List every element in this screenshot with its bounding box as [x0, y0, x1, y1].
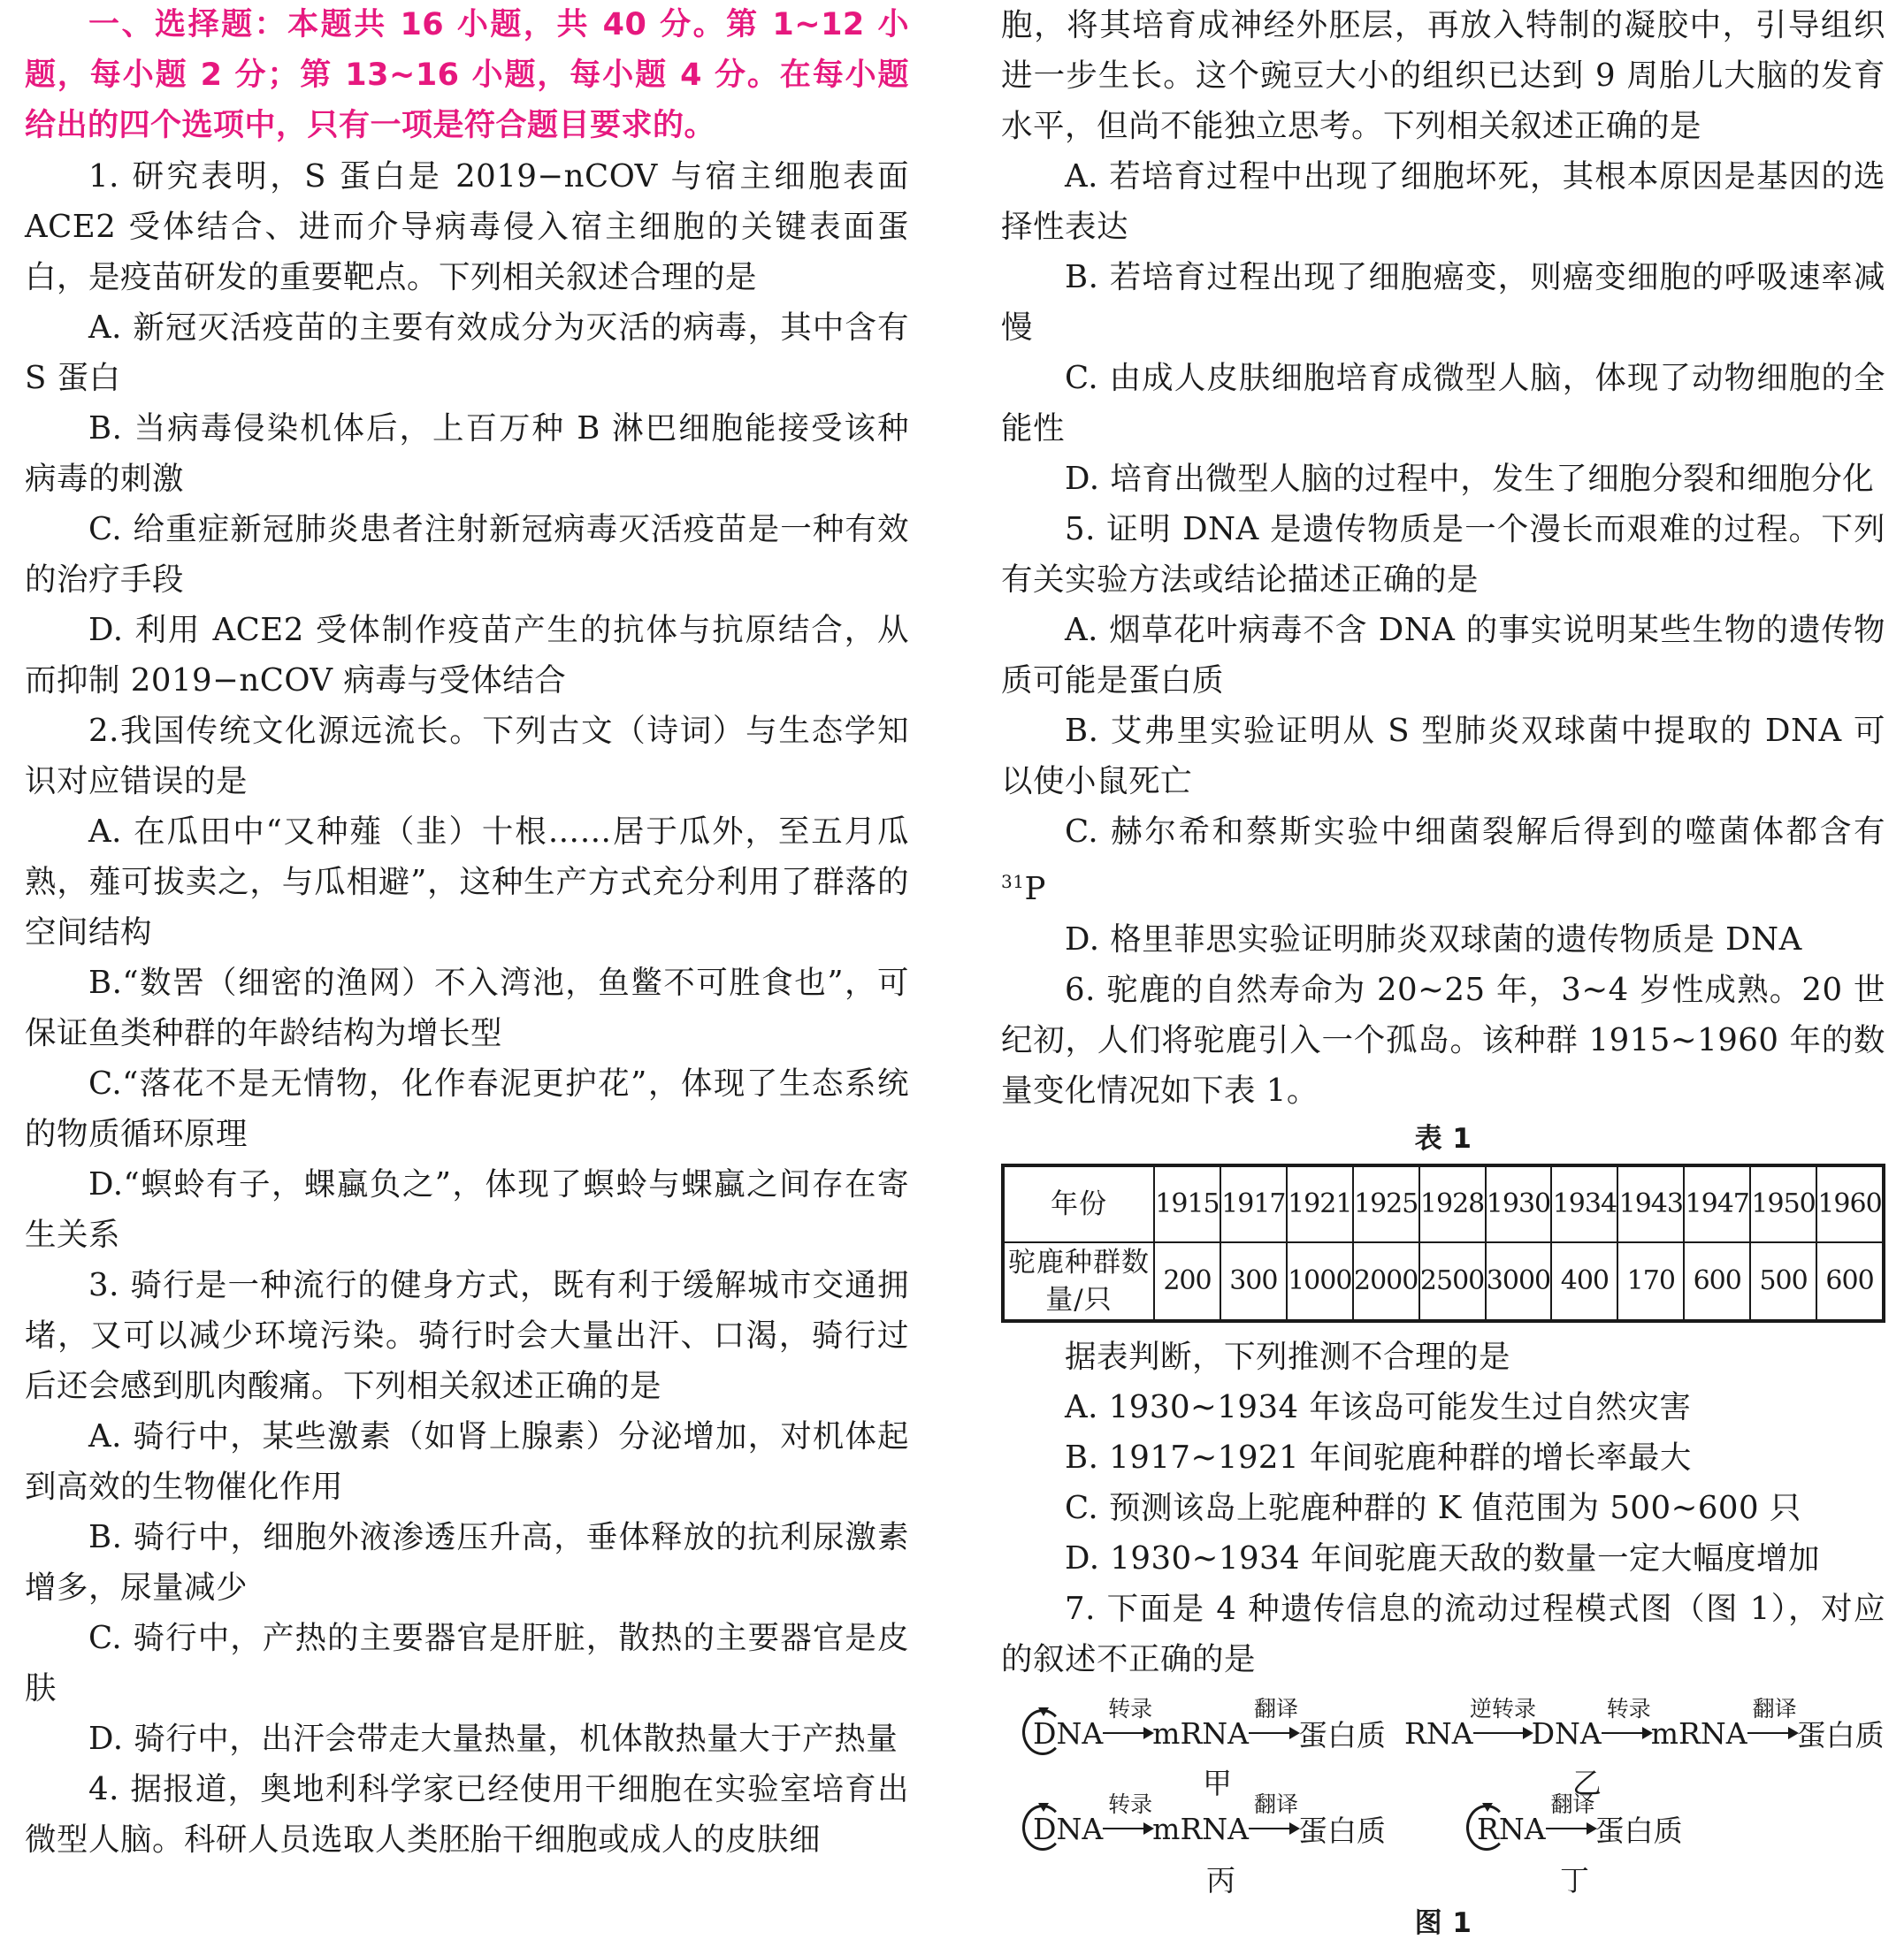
- isotope-superscript: 31: [1001, 871, 1025, 892]
- q2-option-c: C.“落花不是无情物，化作春泥更护花”，体现了生态系统的物质循环原理: [25, 1065, 909, 1152]
- q5-option-c: [1001, 806, 1885, 914]
- q2-option-a: A. 在瓜田中“又种薤（韭）十根……居于瓜外，至五月瓜熟，薤可拔卖之，与瓜相避”，这种生产方式充分利用了群落的空间结构: [25, 813, 909, 951]
- q6-stem: 6. 驼鹿的自然寿命为 20~25 年，3~4 岁性成熟。20 世纪初，人们将驼鹿引入一个孤岛。该种群 1915~1960 年的数量变化情况如下表 1。: [1001, 971, 1885, 1109]
- arrow-label: 翻译: [1254, 1791, 1299, 1818]
- table-caption: 表 1: [1414, 1122, 1472, 1155]
- isotope-symbol: P: [1024, 870, 1046, 907]
- flow-node: RNA: [1404, 1715, 1473, 1751]
- figure-caption: 图 1: [1414, 1906, 1472, 1939]
- table-cell-year: 1915: [1154, 1165, 1220, 1242]
- table-cell-count: 170: [1617, 1242, 1684, 1321]
- arrow-icon: [1470, 1696, 1537, 1748]
- flow-yi: [1404, 1696, 1885, 1754]
- flow-node: 蛋白质: [1298, 1813, 1387, 1848]
- flow-node: DNA: [1033, 1811, 1104, 1846]
- arrow-icon: [1249, 1791, 1299, 1844]
- table-cell-year: 1925: [1353, 1165, 1419, 1242]
- q6-option-a: A. 1930~1934 年该岛可能发生过自然灾害: [1065, 1388, 1692, 1425]
- q3-option-d: D. 骑行中，出汗会带走大量热量，机体散热量大于产热量: [88, 1721, 898, 1757]
- q5-stem: 5. 证明 DNA 是遗传物质是一个漫长而艰难的过程。下列有关实验方法或结论描述正确的是: [1001, 511, 1885, 598]
- q7-stem: 7. 下面是 4 种遗传信息的流动过程模式图（图 1），对应的叙述不正确的是: [1001, 1590, 1885, 1677]
- arrow-icon: [1546, 1791, 1595, 1844]
- table-cell-count: 500: [1750, 1242, 1816, 1321]
- arrow-label: 逆转录: [1470, 1696, 1537, 1722]
- q5-option-d: D. 格里菲思实验证明肺炎双球菌的遗传物质是 DNA: [1065, 920, 1802, 958]
- arrow-label: 转录: [1606, 1696, 1651, 1722]
- q4-option-c: C. 由成人皮肤细胞培育成微型人脑，体现了动物细胞的全能性: [1001, 360, 1885, 447]
- q1-option-a: A. 新冠灭活疫苗的主要有效成分为灭活的病毒，其中含有 S 蛋白: [25, 309, 909, 396]
- arrow-label: 翻译: [1550, 1791, 1595, 1818]
- arrow-label: 翻译: [1752, 1696, 1797, 1722]
- flow-node: 蛋白质: [1796, 1717, 1885, 1753]
- flow-node: mRNA: [1152, 1811, 1250, 1846]
- q4-option-b: B. 若培育过程出现了细胞癌变，则癌变细胞的呼吸速率减慢: [1001, 259, 1885, 346]
- table-cell-count: 300: [1220, 1242, 1287, 1321]
- q1-stem: 1. 研究表明，S 蛋白是 2019−nCOV 与宿主细胞表面 ACE2 受体结合、进而介导病毒侵入宿主细胞的关键表面蛋白，是疫苗研发的重要靶点。下列相关叙述合理的是: [25, 158, 909, 295]
- flow-ding: [1477, 1791, 1683, 1850]
- q6-option-b: B. 1917~1921 年间驼鹿种群的增长率最大: [1065, 1439, 1692, 1476]
- table-row-years: [1003, 1165, 1884, 1242]
- table-header-year: 年份: [1003, 1165, 1154, 1242]
- q6-after-table: 据表判断，下列推测不合理的是: [1065, 1338, 1511, 1375]
- right-column: [1001, 0, 1885, 1955]
- arrow-icon: [1103, 1696, 1153, 1748]
- flow-node: DNA: [1033, 1715, 1104, 1751]
- table-cell-year: 1917: [1220, 1165, 1287, 1242]
- q4-option-a: A. 若培育过程中出现了细胞坏死，其根本原因是基因的选择性表达: [1001, 158, 1885, 245]
- table-cell-count: 400: [1551, 1242, 1617, 1321]
- q2-option-d: D.“螟蛉有子，蜾蠃负之”，体现了螟蛉与蜾蠃之间存在寄生关系: [25, 1166, 909, 1253]
- table-cell-count: 600: [1816, 1242, 1884, 1321]
- table-header-count: 驼鹿种群数量/只: [1003, 1242, 1154, 1321]
- table-cell-year: 1930: [1486, 1165, 1552, 1242]
- flow-tag-bing: 丙: [1206, 1862, 1235, 1898]
- moose-population-table: [1001, 1164, 1885, 1323]
- table-row-counts: [1003, 1242, 1884, 1321]
- arrow-icon: [1747, 1696, 1797, 1748]
- table-cell-count: 2500: [1419, 1242, 1486, 1321]
- q5-option-b: B. 艾弗里实验证明从 S 型肺炎双球菌中提取的 DNA 可以使小鼠死亡: [1001, 713, 1885, 799]
- flow-tag-jia: 甲: [1203, 1765, 1232, 1800]
- q2-stem: 2.我国传统文化源远流长。下列古文（诗词）与生态学知识对应错误的是: [25, 713, 909, 799]
- arrow-icon: [1602, 1696, 1651, 1748]
- flow-diagram-figure: [1001, 1696, 1885, 1955]
- flow-node: mRNA: [1650, 1715, 1747, 1751]
- flow-tag-yi: 乙: [1572, 1765, 1602, 1800]
- table-cell-count: 2000: [1353, 1242, 1419, 1321]
- q3-option-b: B. 骑行中，细胞外液渗透压升高，垂体释放的抗利尿激素增多，尿量减少: [25, 1519, 909, 1606]
- table-cell-count: 1000: [1287, 1242, 1353, 1321]
- table-cell-count: 200: [1154, 1242, 1220, 1321]
- table-cell-year: 1943: [1617, 1165, 1684, 1242]
- q3-stem: 3. 骑行是一种流行的健身方式，既有利于缓解城市交通拥堵，又可以减少环境污染。骑行时会大量出汗、口渴，骑行过后还会感到肌肉酸痛。下列相关叙述正确的是: [25, 1267, 909, 1404]
- flow-node: DNA: [1531, 1715, 1602, 1751]
- flow-node: mRNA: [1152, 1715, 1250, 1751]
- arrow-label: 转录: [1108, 1791, 1153, 1818]
- arrow-icon: [1249, 1696, 1299, 1748]
- table-cell-year: 1928: [1419, 1165, 1486, 1242]
- flow-node: 蛋白质: [1594, 1813, 1683, 1848]
- table-cell-count: 600: [1684, 1242, 1750, 1321]
- table-cell-year: 1960: [1816, 1165, 1884, 1242]
- arrow-label: 转录: [1108, 1696, 1153, 1722]
- q4-stem-part2: 胞，将其培育成神经外胚层，再放入特制的凝胶中，引导组织进一步生长。这个豌豆大小的组织已达到 9 周胎儿大脑的发育水平，但尚不能独立思考。下列相关叙述正确的是: [1001, 7, 1885, 144]
- flow-jia: [1033, 1696, 1387, 1754]
- arrow-icon: [1103, 1791, 1153, 1844]
- table-cell-year: 1947: [1684, 1165, 1750, 1242]
- q1-option-b: B. 当病毒侵染机体后，上百万种 B 淋巴细胞能接受该种病毒的刺激: [25, 410, 909, 497]
- q4-option-d: D. 培育出微型人脑的过程中，发生了细胞分裂和细胞分化: [1065, 461, 1875, 497]
- q5-option-c-text: C. 赫尔希和蔡斯实验中细菌裂解后得到的噬菌体都含有: [1065, 813, 1885, 850]
- flow-tag-ding: 丁: [1560, 1862, 1589, 1898]
- q1-option-c: C. 给重症新冠肺炎患者注射新冠病毒灭活疫苗是一种有效的治疗手段: [25, 511, 909, 598]
- table-cell-year: 1934: [1551, 1165, 1617, 1242]
- left-column: [25, 0, 909, 1865]
- table-cell-year: 1950: [1750, 1165, 1816, 1242]
- q3-option-c: C. 骑行中，产热的主要器官是肝脏，散热的主要器官是皮肤: [25, 1620, 909, 1707]
- q3-option-a: A. 骑行中，某些激素（如肾上腺素）分泌增加，对机体起到高效的生物催化作用: [25, 1418, 909, 1505]
- section-header: 一、选择题：本题共 16 小题，共 40 分。第 1~12 小题，每小题 2 分；第 13~16 小题，每小题 4 分。在每小题给出的四个选项中，只有一项是符合题目要求的。: [25, 7, 909, 143]
- flow-node: RNA: [1477, 1811, 1546, 1846]
- q6-option-d: D. 1930~1934 年间驼鹿天敌的数量一定大幅度增加: [1065, 1539, 1820, 1577]
- q4-stem-part1: 4. 据报道，奥地利科学家已经使用干细胞在实验室培育出微型人脑。科研人员选取人类胚胎干细胞或成人的皮肤细: [25, 1771, 909, 1858]
- q2-option-b: B.“数罟（细密的渔网）不入湾池，鱼鳖不可胜食也”，可保证鱼类种群的年龄结构为增长型: [25, 965, 909, 1051]
- flow-bing: [1033, 1791, 1387, 1850]
- flow-node: 蛋白质: [1298, 1717, 1387, 1753]
- arrow-label: 翻译: [1254, 1696, 1299, 1722]
- table-cell-year: 1921: [1287, 1165, 1353, 1242]
- q5-option-a: A. 烟草花叶病毒不含 DNA 的事实说明某些生物的遗传物质可能是蛋白质: [1001, 612, 1885, 699]
- q1-option-d: D. 利用 ACE2 受体制作疫苗产生的抗体与抗原结合，从而抑制 2019−nCOV 病毒与受体结合: [25, 612, 909, 699]
- q6-option-c: C. 预测该岛上驼鹿种群的 K 值范围为 500~600 只: [1065, 1489, 1801, 1526]
- table-cell-count: 3000: [1486, 1242, 1552, 1321]
